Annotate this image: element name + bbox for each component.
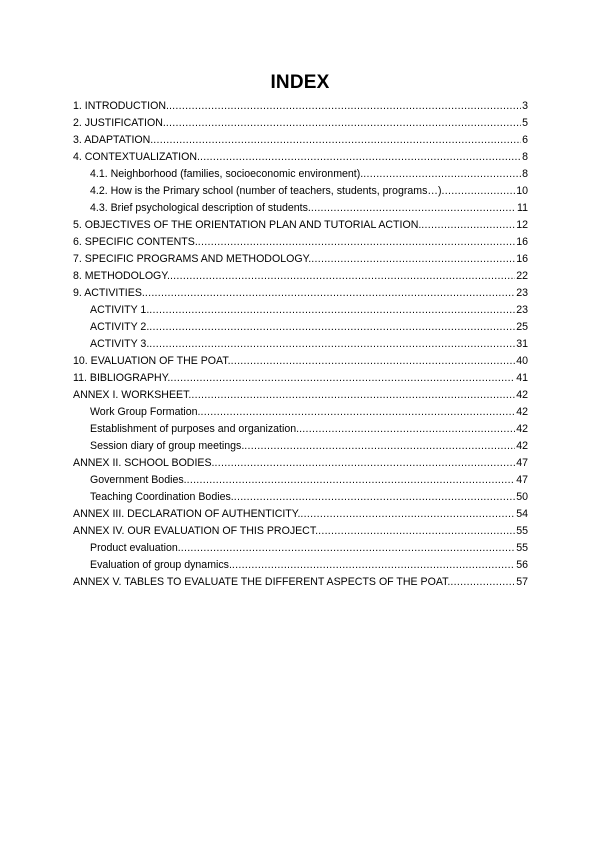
toc-entry-label: 4.2. How is the Primary school (number of teachers, students, programs…) xyxy=(90,185,442,197)
toc-entry[interactable] xyxy=(73,387,528,404)
toc-dot-leader xyxy=(187,472,516,489)
toc-entry[interactable] xyxy=(73,421,528,438)
toc-entry-label: 3. ADAPTATION. xyxy=(73,134,154,146)
toc-entry-label: ANNEX I. WORKSHEET. xyxy=(73,389,192,401)
toc-entry-label: 9. ACTIVITIES. xyxy=(73,287,145,299)
toc-entry-label: 10. EVALUATION OF THE POAT. xyxy=(73,355,231,367)
toc-entry-label: 5. OBJECTIVES OF THE ORIENTATION PLAN AND TUTORIAL ACTION. xyxy=(73,219,422,231)
toc-entry-page-number: 11 xyxy=(517,202,528,214)
toc-entry[interactable] xyxy=(73,234,528,251)
toc-entry-page-number: 40 xyxy=(516,355,528,367)
toc-dot-leader xyxy=(244,438,515,455)
toc-entry-label: ANNEX IV. OUR EVALUATION OF THIS PROJECT. xyxy=(73,525,319,537)
toc-dot-leader xyxy=(170,370,515,387)
toc-dot-leader xyxy=(421,217,515,234)
toc-entry-label: ACTIVITY 1. xyxy=(90,304,150,316)
toc-entry[interactable] xyxy=(73,506,528,523)
toc-entry[interactable] xyxy=(73,302,528,319)
toc-entry-label: ANNEX III. DECLARATION OF AUTHENTICITY. xyxy=(73,508,301,520)
toc-entry-page-number: 31 xyxy=(516,338,528,350)
toc-entry-page-number: 55 xyxy=(516,525,528,537)
toc-entry[interactable] xyxy=(73,404,528,421)
toc-entry-page-number: 41 xyxy=(516,372,528,384)
toc-entry[interactable] xyxy=(73,251,528,268)
toc-entry-page-number: 54 xyxy=(516,508,528,520)
toc-entry[interactable] xyxy=(73,268,528,285)
toc-entry[interactable] xyxy=(73,285,528,302)
toc-entry[interactable] xyxy=(73,438,528,455)
toc-dot-leader xyxy=(169,98,521,115)
toc-entry-label: 6. SPECIFIC CONTENTS. xyxy=(73,236,198,248)
toc-entry[interactable] xyxy=(73,166,528,183)
toc-dot-leader xyxy=(234,489,516,506)
toc-entry-label: 2. JUSTIFICATION. xyxy=(73,117,166,129)
toc-entry[interactable] xyxy=(73,370,528,387)
toc-entry-page-number: 22 xyxy=(516,270,528,282)
toc-entry[interactable] xyxy=(73,217,528,234)
toc-entry-label: Government Bodies. xyxy=(90,474,187,486)
toc-entry-label: Session diary of group meetings. xyxy=(90,440,245,452)
toc-entry-label: Product evaluation. xyxy=(90,542,181,554)
toc-entry-page-number: 23 xyxy=(516,304,528,316)
toc-entry-page-number: 25 xyxy=(516,321,528,333)
toc-entry[interactable] xyxy=(73,574,528,591)
toc-entry-page-number: 57 xyxy=(516,576,528,588)
toc-dot-leader xyxy=(145,285,515,302)
toc-dot-leader xyxy=(149,319,515,336)
toc-entry-label: Teaching Coordination Bodies. xyxy=(90,491,234,503)
toc-entry-label: Evaluation of group dynamics. xyxy=(90,559,232,571)
toc-dot-leader xyxy=(153,132,521,149)
toc-entry[interactable] xyxy=(73,489,528,506)
toc-entry-page-number: 56 xyxy=(516,559,528,571)
toc-entry-page-number: 16 xyxy=(516,253,528,265)
toc-entry-page-number: 6 xyxy=(522,134,528,146)
toc-entry-page-number: 10 xyxy=(516,185,528,197)
toc-dot-leader xyxy=(442,183,516,200)
toc-entry-page-number: 12 xyxy=(516,219,528,231)
toc-entry[interactable] xyxy=(73,472,528,489)
toc-dot-leader xyxy=(200,149,521,166)
toc-dot-leader xyxy=(166,115,521,132)
toc-entry-page-number: 55 xyxy=(516,542,528,554)
toc-entry-label: Work Group Formation. xyxy=(90,406,201,418)
toc-entry-label: 4.1. Neighborhood (families, socioeconomic environment). xyxy=(90,168,364,180)
toc-entry-label: Establishment of purposes and organization. xyxy=(90,423,300,435)
toc-entry[interactable] xyxy=(73,98,528,115)
toc-dot-leader xyxy=(214,455,515,472)
toc-entry[interactable] xyxy=(73,319,528,336)
toc-dot-leader xyxy=(450,574,515,591)
toc-entry-label: 1. INTRODUCTION. xyxy=(73,100,169,112)
toc-entry-label: ACTIVITY 2. xyxy=(90,321,150,333)
toc-dot-leader xyxy=(149,336,515,353)
toc-entry[interactable] xyxy=(73,183,528,200)
toc-entry[interactable] xyxy=(73,132,528,149)
toc-entry[interactable] xyxy=(73,115,528,132)
toc-dot-leader xyxy=(231,353,516,370)
toc-entry[interactable] xyxy=(73,557,528,574)
toc-entry-label: 4.3. Brief psychological description of students. xyxy=(90,202,311,214)
page-title: INDEX xyxy=(270,72,330,93)
toc-entry-page-number: 50 xyxy=(516,491,528,503)
toc-entry[interactable] xyxy=(73,353,528,370)
toc-entry-label: 11. BIBLIOGRAPHY. xyxy=(73,372,171,384)
toc-entry[interactable] xyxy=(73,540,528,557)
toc-dot-leader xyxy=(232,557,515,574)
toc-entry-label: ANNEX II. SCHOOL BODIES. xyxy=(73,457,215,469)
toc-entry-page-number: 8 xyxy=(522,168,528,180)
toc-dot-leader xyxy=(200,404,515,421)
table-of-contents xyxy=(73,98,528,591)
toc-entry-page-number: 5 xyxy=(522,117,528,129)
toc-entry-page-number: 3 xyxy=(522,100,528,112)
toc-dot-leader xyxy=(311,251,515,268)
toc-entry[interactable] xyxy=(73,455,528,472)
toc-entry-label: 8. METHODOLOGY. xyxy=(73,270,170,282)
toc-entry-label: 4. CONTEXTUALIZATION. xyxy=(73,151,200,163)
toc-entry-page-number: 42 xyxy=(516,406,528,418)
toc-entry-label: ACTIVITY 3. xyxy=(90,338,150,350)
toc-entry[interactable] xyxy=(73,149,528,166)
toc-dot-leader xyxy=(198,234,515,251)
toc-entry-page-number: 8 xyxy=(522,151,528,163)
toc-entry-page-number: 47 xyxy=(516,457,528,469)
toc-dot-leader xyxy=(300,506,515,523)
toc-entry-page-number: 47 xyxy=(516,474,528,486)
toc-dot-leader xyxy=(363,166,521,183)
toc-entry-label: 7. SPECIFIC PROGRAMS AND METHODOLOGY. xyxy=(73,253,312,265)
toc-entry[interactable] xyxy=(73,336,528,353)
toc-entry-page-number: 42 xyxy=(516,423,528,435)
toc-dot-leader xyxy=(318,523,515,540)
toc-entry-page-number: 16 xyxy=(516,236,528,248)
toc-dot-leader xyxy=(311,200,516,217)
toc-entry[interactable] xyxy=(73,523,528,540)
toc-entry-label: ANNEX V. TABLES TO EVALUATE THE DIFFERENT ASPECTS OF THE POAT. xyxy=(73,576,451,588)
toc-dot-leader xyxy=(299,421,515,438)
toc-dot-leader xyxy=(181,540,516,557)
toc-entry-page-number: 23 xyxy=(516,287,528,299)
toc-entry-page-number: 42 xyxy=(516,440,528,452)
toc-entry-page-number: 42 xyxy=(516,389,528,401)
toc-entry[interactable] xyxy=(73,200,528,217)
toc-dot-leader xyxy=(170,268,515,285)
toc-dot-leader xyxy=(191,387,515,404)
toc-dot-leader xyxy=(149,302,515,319)
